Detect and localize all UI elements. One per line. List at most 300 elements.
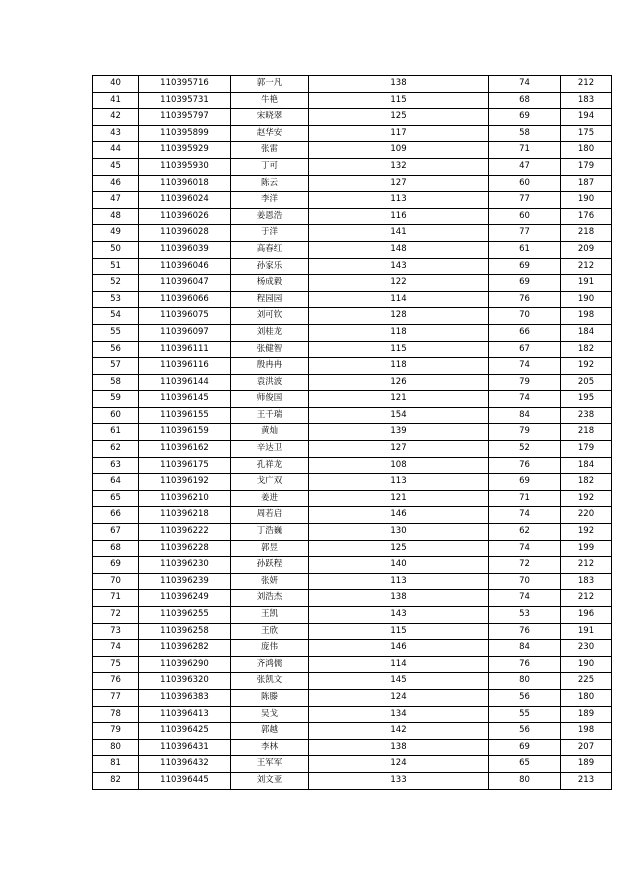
name-cell: 郭昱 — [231, 540, 309, 557]
name-cell: 王欣 — [231, 623, 309, 640]
name-cell: 刘文亚 — [231, 772, 309, 789]
table-row — [93, 341, 612, 358]
row-number-cell: 79 — [93, 723, 139, 740]
name-cell: 庞伟 — [231, 640, 309, 657]
table-row — [93, 291, 612, 308]
score-b-cell: 72 — [489, 557, 561, 574]
total-cell: 179 — [561, 158, 612, 175]
total-cell: 213 — [561, 772, 612, 789]
score-b-cell: 74 — [489, 540, 561, 557]
table-row — [93, 374, 612, 391]
total-cell: 212 — [561, 258, 612, 275]
name-cell: 黄灿 — [231, 424, 309, 441]
name-cell: 程园园 — [231, 291, 309, 308]
name-cell: 殷冉冉 — [231, 358, 309, 375]
name-cell: 郭越 — [231, 723, 309, 740]
student-id-cell: 110396144 — [139, 374, 231, 391]
name-cell: 王军军 — [231, 756, 309, 773]
score-b-cell: 61 — [489, 241, 561, 258]
total-cell: 209 — [561, 241, 612, 258]
table-row — [93, 225, 612, 242]
score-a-cell: 143 — [309, 607, 489, 624]
name-cell: 张雷 — [231, 142, 309, 159]
score-table — [92, 75, 612, 790]
student-id-cell: 110395899 — [139, 125, 231, 142]
row-number-cell: 53 — [93, 291, 139, 308]
name-cell: 齐鸿儒 — [231, 656, 309, 673]
score-b-cell: 66 — [489, 324, 561, 341]
student-id-cell: 110396159 — [139, 424, 231, 441]
row-number-cell: 40 — [93, 76, 139, 93]
score-b-cell: 76 — [489, 623, 561, 640]
student-id-cell: 110395930 — [139, 158, 231, 175]
total-cell: 187 — [561, 175, 612, 192]
table-row — [93, 772, 612, 789]
row-number-cell: 73 — [93, 623, 139, 640]
score-a-cell: 127 — [309, 175, 489, 192]
student-id-cell: 110396222 — [139, 524, 231, 541]
score-b-cell: 69 — [489, 474, 561, 491]
student-id-cell: 110396162 — [139, 441, 231, 458]
name-cell: 刘浩杰 — [231, 590, 309, 607]
table-row — [93, 573, 612, 590]
student-id-cell: 110396249 — [139, 590, 231, 607]
score-b-cell: 62 — [489, 524, 561, 541]
student-id-cell: 110396290 — [139, 656, 231, 673]
score-b-cell: 70 — [489, 308, 561, 325]
row-number-cell: 54 — [93, 308, 139, 325]
table-row — [93, 208, 612, 225]
score-b-cell: 69 — [489, 258, 561, 275]
total-cell: 184 — [561, 457, 612, 474]
table-row — [93, 689, 612, 706]
name-cell: 刘桂龙 — [231, 324, 309, 341]
row-number-cell: 44 — [93, 142, 139, 159]
total-cell: 218 — [561, 424, 612, 441]
row-number-cell: 75 — [93, 656, 139, 673]
name-cell: 孔祥龙 — [231, 457, 309, 474]
total-cell: 176 — [561, 208, 612, 225]
student-id-cell: 110396445 — [139, 772, 231, 789]
score-a-cell: 122 — [309, 275, 489, 292]
row-number-cell: 68 — [93, 540, 139, 557]
student-id-cell: 110396155 — [139, 407, 231, 424]
student-id-cell: 110396192 — [139, 474, 231, 491]
student-id-cell: 110396230 — [139, 557, 231, 574]
table-row — [93, 540, 612, 557]
score-a-cell: 124 — [309, 756, 489, 773]
name-cell: 王千瑞 — [231, 407, 309, 424]
student-id-cell: 110396111 — [139, 341, 231, 358]
score-a-cell: 118 — [309, 358, 489, 375]
row-number-cell: 81 — [93, 756, 139, 773]
student-id-cell: 110396413 — [139, 706, 231, 723]
total-cell: 192 — [561, 358, 612, 375]
row-number-cell: 51 — [93, 258, 139, 275]
row-number-cell: 55 — [93, 324, 139, 341]
total-cell: 218 — [561, 225, 612, 242]
score-b-cell: 84 — [489, 407, 561, 424]
student-id-cell: 110396116 — [139, 358, 231, 375]
student-id-cell: 110395797 — [139, 109, 231, 126]
total-cell: 195 — [561, 391, 612, 408]
student-id-cell: 110396039 — [139, 241, 231, 258]
score-b-cell: 74 — [489, 590, 561, 607]
score-b-cell: 60 — [489, 208, 561, 225]
score-b-cell: 71 — [489, 490, 561, 507]
name-cell: 张妍 — [231, 573, 309, 590]
row-number-cell: 78 — [93, 706, 139, 723]
table-row — [93, 474, 612, 491]
score-a-cell: 126 — [309, 374, 489, 391]
total-cell: 183 — [561, 573, 612, 590]
row-number-cell: 64 — [93, 474, 139, 491]
score-a-cell: 128 — [309, 308, 489, 325]
row-number-cell: 41 — [93, 92, 139, 109]
table-row — [93, 109, 612, 126]
score-b-cell: 65 — [489, 756, 561, 773]
score-a-cell: 113 — [309, 192, 489, 209]
name-cell: 牛艳 — [231, 92, 309, 109]
student-id-cell: 110396255 — [139, 607, 231, 624]
score-a-cell: 133 — [309, 772, 489, 789]
score-b-cell: 74 — [489, 507, 561, 524]
row-number-cell: 67 — [93, 524, 139, 541]
student-id-cell: 110396432 — [139, 756, 231, 773]
score-b-cell: 74 — [489, 76, 561, 93]
score-a-cell: 115 — [309, 623, 489, 640]
table-row — [93, 125, 612, 142]
score-a-cell: 115 — [309, 92, 489, 109]
row-number-cell: 82 — [93, 772, 139, 789]
score-a-cell: 113 — [309, 474, 489, 491]
table-row — [93, 308, 612, 325]
score-a-cell: 125 — [309, 109, 489, 126]
row-number-cell: 58 — [93, 374, 139, 391]
total-cell: 225 — [561, 673, 612, 690]
total-cell: 192 — [561, 524, 612, 541]
table-row — [93, 623, 612, 640]
score-a-cell: 130 — [309, 524, 489, 541]
table-row — [93, 739, 612, 756]
score-b-cell: 76 — [489, 291, 561, 308]
name-cell: 李洋 — [231, 192, 309, 209]
table-row — [93, 640, 612, 657]
table-row — [93, 524, 612, 541]
student-id-cell: 110395731 — [139, 92, 231, 109]
student-id-cell: 110395929 — [139, 142, 231, 159]
row-number-cell: 62 — [93, 441, 139, 458]
row-number-cell: 70 — [93, 573, 139, 590]
total-cell: 180 — [561, 142, 612, 159]
score-b-cell: 69 — [489, 739, 561, 756]
score-b-cell: 67 — [489, 341, 561, 358]
score-b-cell: 79 — [489, 374, 561, 391]
row-number-cell: 65 — [93, 490, 139, 507]
student-id-cell: 110396218 — [139, 507, 231, 524]
row-number-cell: 72 — [93, 607, 139, 624]
name-cell: 孙家乐 — [231, 258, 309, 275]
student-id-cell: 110396046 — [139, 258, 231, 275]
student-id-cell: 110395716 — [139, 76, 231, 93]
total-cell: 238 — [561, 407, 612, 424]
name-cell: 刘可钦 — [231, 308, 309, 325]
student-id-cell: 110396228 — [139, 540, 231, 557]
total-cell: 182 — [561, 341, 612, 358]
name-cell: 吴戈 — [231, 706, 309, 723]
score-a-cell: 115 — [309, 341, 489, 358]
total-cell: 182 — [561, 474, 612, 491]
student-id-cell: 110396258 — [139, 623, 231, 640]
table-row — [93, 756, 612, 773]
name-cell: 丁浩巍 — [231, 524, 309, 541]
student-id-cell: 110396282 — [139, 640, 231, 657]
total-cell: 175 — [561, 125, 612, 142]
score-a-cell: 109 — [309, 142, 489, 159]
score-b-cell: 74 — [489, 391, 561, 408]
score-a-cell: 148 — [309, 241, 489, 258]
total-cell: 212 — [561, 557, 612, 574]
score-a-cell: 146 — [309, 640, 489, 657]
student-id-cell: 110396066 — [139, 291, 231, 308]
score-a-cell: 121 — [309, 391, 489, 408]
student-id-cell: 110396097 — [139, 324, 231, 341]
row-number-cell: 71 — [93, 590, 139, 607]
name-cell: 孙跃程 — [231, 557, 309, 574]
score-a-cell: 142 — [309, 723, 489, 740]
table-row — [93, 275, 612, 292]
score-sheet — [92, 75, 612, 790]
total-cell: 184 — [561, 324, 612, 341]
student-id-cell: 110396320 — [139, 673, 231, 690]
table-row — [93, 607, 612, 624]
table-row — [93, 673, 612, 690]
score-b-cell: 79 — [489, 424, 561, 441]
score-a-cell: 132 — [309, 158, 489, 175]
table-row — [93, 192, 612, 209]
total-cell: 191 — [561, 275, 612, 292]
score-b-cell: 69 — [489, 275, 561, 292]
score-b-cell: 71 — [489, 142, 561, 159]
name-cell: 赵华安 — [231, 125, 309, 142]
student-id-cell: 110396431 — [139, 739, 231, 756]
student-id-cell: 110396024 — [139, 192, 231, 209]
score-b-cell: 56 — [489, 723, 561, 740]
name-cell: 高春红 — [231, 241, 309, 258]
total-cell: 205 — [561, 374, 612, 391]
student-id-cell: 110396383 — [139, 689, 231, 706]
score-b-cell: 60 — [489, 175, 561, 192]
name-cell: 杨成毅 — [231, 275, 309, 292]
table-row — [93, 142, 612, 159]
total-cell: 207 — [561, 739, 612, 756]
student-id-cell: 110396026 — [139, 208, 231, 225]
name-cell: 袁洪波 — [231, 374, 309, 391]
total-cell: 190 — [561, 656, 612, 673]
total-cell: 230 — [561, 640, 612, 657]
total-cell: 199 — [561, 540, 612, 557]
name-cell: 郭一凡 — [231, 76, 309, 93]
student-id-cell: 110396018 — [139, 175, 231, 192]
table-row — [93, 324, 612, 341]
score-a-cell: 138 — [309, 739, 489, 756]
score-a-cell: 121 — [309, 490, 489, 507]
name-cell: 张健智 — [231, 341, 309, 358]
total-cell: 198 — [561, 308, 612, 325]
score-a-cell: 145 — [309, 673, 489, 690]
row-number-cell: 49 — [93, 225, 139, 242]
table-row — [93, 723, 612, 740]
row-number-cell: 52 — [93, 275, 139, 292]
name-cell: 丁可 — [231, 158, 309, 175]
name-cell: 于洋 — [231, 225, 309, 242]
table-row — [93, 92, 612, 109]
total-cell: 189 — [561, 706, 612, 723]
row-number-cell: 48 — [93, 208, 139, 225]
student-id-cell: 110396175 — [139, 457, 231, 474]
total-cell: 192 — [561, 490, 612, 507]
row-number-cell: 60 — [93, 407, 139, 424]
score-a-cell: 138 — [309, 590, 489, 607]
total-cell: 180 — [561, 689, 612, 706]
table-row — [93, 258, 612, 275]
score-b-cell: 58 — [489, 125, 561, 142]
total-cell: 190 — [561, 192, 612, 209]
score-b-cell: 52 — [489, 441, 561, 458]
student-id-cell: 110396075 — [139, 308, 231, 325]
name-cell: 李林 — [231, 739, 309, 756]
table-row — [93, 656, 612, 673]
total-cell: 194 — [561, 109, 612, 126]
score-b-cell: 53 — [489, 607, 561, 624]
table-row — [93, 158, 612, 175]
row-number-cell: 42 — [93, 109, 139, 126]
name-cell: 姜恩浩 — [231, 208, 309, 225]
row-number-cell: 61 — [93, 424, 139, 441]
total-cell: 183 — [561, 92, 612, 109]
score-b-cell: 70 — [489, 573, 561, 590]
score-a-cell: 134 — [309, 706, 489, 723]
score-a-cell: 114 — [309, 291, 489, 308]
total-cell: 212 — [561, 590, 612, 607]
score-b-cell: 47 — [489, 158, 561, 175]
row-number-cell: 66 — [93, 507, 139, 524]
name-cell: 宋晓翠 — [231, 109, 309, 126]
row-number-cell: 74 — [93, 640, 139, 657]
table-row — [93, 557, 612, 574]
name-cell: 戈广双 — [231, 474, 309, 491]
total-cell: 198 — [561, 723, 612, 740]
score-a-cell: 124 — [309, 689, 489, 706]
score-a-cell: 108 — [309, 457, 489, 474]
table-row — [93, 490, 612, 507]
score-a-cell: 116 — [309, 208, 489, 225]
score-a-cell: 146 — [309, 507, 489, 524]
table-row — [93, 441, 612, 458]
score-a-cell: 114 — [309, 656, 489, 673]
score-a-cell: 140 — [309, 557, 489, 574]
score-b-cell: 77 — [489, 192, 561, 209]
score-b-cell: 76 — [489, 457, 561, 474]
total-cell: 196 — [561, 607, 612, 624]
row-number-cell: 57 — [93, 358, 139, 375]
score-a-cell: 154 — [309, 407, 489, 424]
name-cell: 王凯 — [231, 607, 309, 624]
student-id-cell: 110396047 — [139, 275, 231, 292]
score-b-cell: 69 — [489, 109, 561, 126]
row-number-cell: 77 — [93, 689, 139, 706]
row-number-cell: 43 — [93, 125, 139, 142]
table-row — [93, 391, 612, 408]
total-cell: 179 — [561, 441, 612, 458]
score-b-cell: 68 — [489, 92, 561, 109]
score-b-cell: 84 — [489, 640, 561, 657]
total-cell: 190 — [561, 291, 612, 308]
name-cell: 陈云 — [231, 175, 309, 192]
score-a-cell: 113 — [309, 573, 489, 590]
row-number-cell: 80 — [93, 739, 139, 756]
table-row — [93, 241, 612, 258]
total-cell: 191 — [561, 623, 612, 640]
table-row — [93, 407, 612, 424]
score-b-cell: 55 — [489, 706, 561, 723]
total-cell: 220 — [561, 507, 612, 524]
row-number-cell: 63 — [93, 457, 139, 474]
student-id-cell: 110396425 — [139, 723, 231, 740]
score-a-cell: 118 — [309, 324, 489, 341]
row-number-cell: 46 — [93, 175, 139, 192]
row-number-cell: 76 — [93, 673, 139, 690]
name-cell: 张凯文 — [231, 673, 309, 690]
row-number-cell: 56 — [93, 341, 139, 358]
score-b-cell: 80 — [489, 673, 561, 690]
table-row — [93, 76, 612, 93]
score-a-cell: 139 — [309, 424, 489, 441]
table-row — [93, 175, 612, 192]
name-cell: 周若启 — [231, 507, 309, 524]
score-a-cell: 127 — [309, 441, 489, 458]
student-id-cell: 110396028 — [139, 225, 231, 242]
table-row — [93, 590, 612, 607]
table-row — [93, 457, 612, 474]
name-cell: 姜进 — [231, 490, 309, 507]
name-cell: 师俊国 — [231, 391, 309, 408]
score-a-cell: 141 — [309, 225, 489, 242]
name-cell: 陈滕 — [231, 689, 309, 706]
student-id-cell: 110396239 — [139, 573, 231, 590]
table-row — [93, 507, 612, 524]
score-b-cell: 76 — [489, 656, 561, 673]
student-id-cell: 110396145 — [139, 391, 231, 408]
score-b-cell: 74 — [489, 358, 561, 375]
score-b-cell: 77 — [489, 225, 561, 242]
row-number-cell: 45 — [93, 158, 139, 175]
name-cell: 辛达卫 — [231, 441, 309, 458]
table-row — [93, 706, 612, 723]
table-row — [93, 424, 612, 441]
row-number-cell: 47 — [93, 192, 139, 209]
score-a-cell: 143 — [309, 258, 489, 275]
row-number-cell: 50 — [93, 241, 139, 258]
score-a-cell: 138 — [309, 76, 489, 93]
total-cell: 189 — [561, 756, 612, 773]
score-a-cell: 117 — [309, 125, 489, 142]
total-cell: 212 — [561, 76, 612, 93]
score-a-cell: 125 — [309, 540, 489, 557]
row-number-cell: 59 — [93, 391, 139, 408]
student-id-cell: 110396210 — [139, 490, 231, 507]
score-b-cell: 56 — [489, 689, 561, 706]
